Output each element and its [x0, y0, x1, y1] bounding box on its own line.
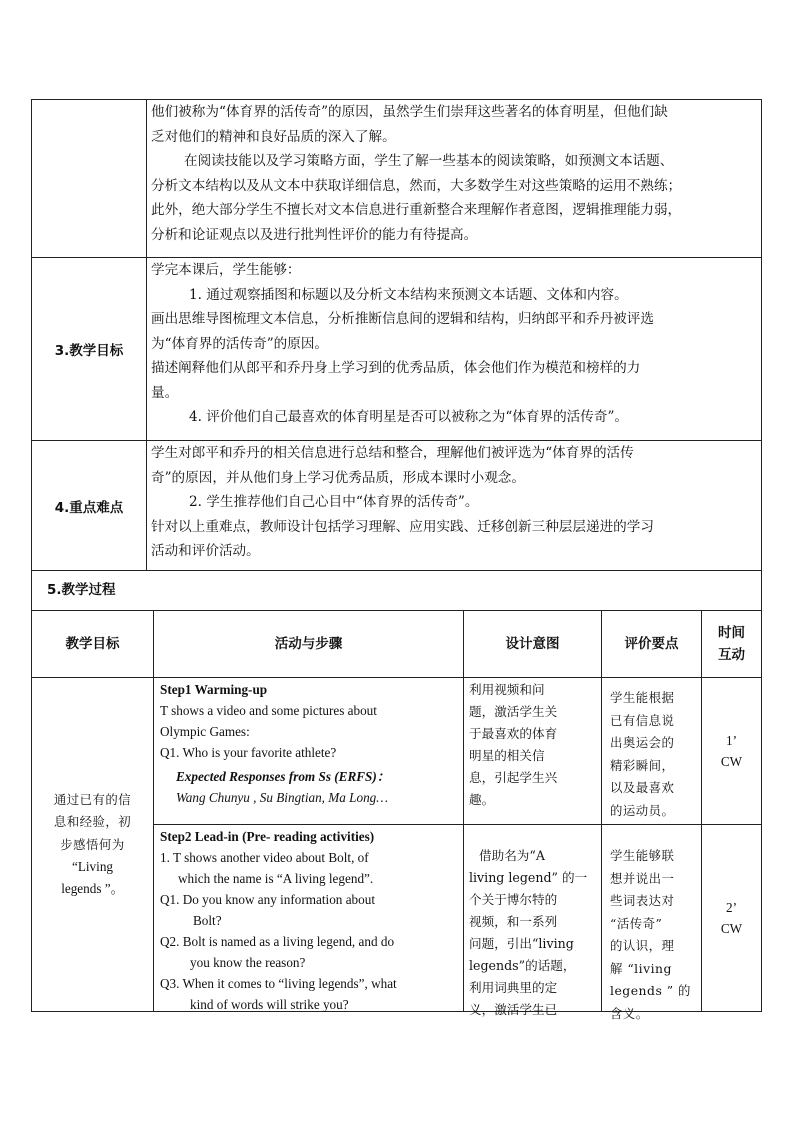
- mode-value: CW: [720, 921, 743, 936]
- text-line: Bolt?: [193, 913, 222, 928]
- text-line: 视频，和一系列: [469, 914, 558, 929]
- step-divider: [154, 824, 762, 825]
- text-line: 含义。: [610, 1005, 649, 1021]
- text-line: 题，激活学生关: [469, 704, 558, 719]
- text-line: 息，引起学生兴: [469, 770, 558, 785]
- text-line: 解 “living: [610, 960, 672, 976]
- text-line: 问题，引出“living: [469, 936, 574, 951]
- section-4-content: [151, 441, 759, 570]
- header-time: [702, 611, 761, 677]
- text-line: 精彩瞬间，: [610, 757, 675, 773]
- erfs-label: Expected Responses from Ss (ERFS)：: [176, 769, 390, 784]
- header-design: 设计意图: [505, 636, 560, 652]
- text-line: 借助名为“A: [479, 848, 545, 863]
- time-value: 1’: [726, 733, 737, 748]
- text-line: 为“体育界的活传奇”的原因。: [151, 335, 329, 352]
- text-line: 学生对郎平和乔丹的相关信息进行总结和整合，理解他们被评选为“体育界的活传: [151, 445, 634, 461]
- text-line: 以及最喜欢: [610, 780, 675, 795]
- text-line: 他们被称为“体育界的活传奇”的原因，虽然学生们崇拜这些著名的体育明星，但他们缺: [151, 104, 668, 120]
- text-line: 出奥运会的: [610, 735, 675, 750]
- text-line: 4. 评价他们自己最喜欢的体育明星是否可以被称之为“体育界的活传奇”。: [189, 409, 629, 425]
- text-line: 通过已有的信: [53, 791, 132, 807]
- text-line: 利用词典里的定: [469, 980, 558, 995]
- text-line: 描述阐释他们从郎平和乔丹身上学习到的优秀品质，体会他们作为模范和榜样的力: [151, 360, 641, 376]
- text-line: 已有信息说: [610, 712, 675, 728]
- text-line: T shows a video and some pictures about: [160, 703, 377, 718]
- text-line: 明星的相关信: [469, 748, 545, 763]
- text-line: 2. 学生推荐他们自己心目中“体育界的活传奇”。: [189, 494, 479, 510]
- table-border-right: [761, 99, 762, 1012]
- step2-title: Step2 Lead-in (Pre- reading activities): [160, 829, 375, 844]
- mode-value: CW: [720, 754, 743, 769]
- text-line: 息和经验，初: [53, 814, 132, 830]
- section-3-label: 3.教学目标: [54, 343, 124, 359]
- text-line: Q2. Bolt is named as a living legend, and do: [160, 934, 395, 949]
- step1-eval: [610, 687, 700, 823]
- text-line: kind of words will strike you?: [190, 997, 349, 1012]
- text-line: legends ” 的: [610, 983, 691, 998]
- step1-activity: [160, 679, 460, 823]
- text-line: 画出思维导图梳理文本信息，分析推断信息间的逻辑和结构，归纳郎平和乔丹被评选: [151, 311, 654, 327]
- step2-time: [702, 825, 761, 1011]
- text-line: 个关于博尔特的: [469, 892, 558, 907]
- text-line: legends ”。: [61, 881, 124, 897]
- text-line: 学生能够联: [610, 848, 675, 863]
- text-line: 利用视频和问: [469, 682, 545, 697]
- header-goal: 教学目标: [65, 636, 120, 652]
- text-line: 乏对他们的精神和良好品质的深入了解。: [151, 128, 396, 145]
- step1-title: Step1 Warming-up: [160, 682, 268, 697]
- text-line: 在阅读技能以及学习策略方面，学生了解一些基本的阅读策略，如预测文本话题、: [184, 153, 674, 169]
- text-line: 学完本课后，学生能够：: [151, 262, 301, 278]
- text-line: 义，激活学生已: [469, 1002, 558, 1017]
- header-time-line1: 时间: [718, 625, 745, 641]
- row-goal: [32, 678, 153, 1011]
- text-line: “Living: [71, 859, 114, 875]
- text-line: 于最喜欢的体育: [469, 726, 558, 741]
- section-3-content: [151, 258, 759, 440]
- text-line: 针对以上重难点，教师设计包括学习理解、应用实践、迁移创新三种层层递进的学习: [151, 518, 654, 535]
- text-line: Q1. Do you know any information about: [160, 892, 375, 907]
- text-line: living legend” 的一: [469, 870, 588, 885]
- text-line: “活传奇”: [610, 915, 663, 931]
- text-line: Olympic Games:: [160, 724, 250, 739]
- text-line: 此外，绝大部分学生不擅长对文本信息进行重新整合来理解作者意图，逻辑推理能力弱，: [151, 202, 682, 218]
- section-4-label: 4.重点难点: [54, 499, 124, 516]
- row-divider: [31, 570, 762, 571]
- header-time-line2: 互动: [718, 647, 745, 663]
- text-line: 分析文本结构以及从文本中获取详细信息，然而，大多数学生对这些策略的运用不熟练；: [151, 177, 682, 194]
- col-divider: [146, 99, 147, 571]
- text-line: Q1. Who is your favorite athlete?: [160, 745, 337, 760]
- time-value: 2’: [726, 900, 737, 915]
- text-line: 活动和评价活动。: [151, 543, 260, 559]
- step1-time: [702, 678, 761, 824]
- header-eval: 评价要点: [624, 636, 679, 652]
- section-5-title: 5.教学过程: [47, 582, 116, 598]
- step1-design: [469, 679, 599, 823]
- text-line: 趣。: [469, 792, 495, 807]
- text-line: legends”的话题，: [469, 958, 576, 973]
- text-line: 步感悟何为: [60, 836, 125, 852]
- text-line: 些词表达对: [610, 893, 675, 908]
- step2-design: [469, 845, 599, 1017]
- text-line: 量。: [151, 384, 179, 401]
- text-line: you know the reason?: [190, 955, 306, 970]
- text-line: 奇”的原因，并从他们身上学习优秀品质，形成本课时小观念。: [151, 469, 525, 486]
- step2-eval: [610, 845, 700, 1021]
- erfs-text: Wang Chunyu , Su Bingtian, Ma Long…: [176, 790, 388, 805]
- text-line: 的认识，理: [610, 938, 675, 953]
- text-line: 1. 通过观察插图和标题以及分析文本结构来预测文本话题、文体和内容。: [189, 286, 628, 303]
- text-line: 学生能根据: [610, 690, 675, 705]
- text-line: Q3. When it comes to “living legends”, what: [160, 976, 397, 991]
- situation-text: [151, 100, 759, 256]
- text-line: 想并说出一: [610, 870, 675, 886]
- header-activity: 活动与步骤: [274, 636, 343, 652]
- text-line: 的运动员。: [610, 802, 675, 818]
- text-line: 1. T shows another video about Bolt, of: [160, 850, 369, 865]
- step2-activity: [160, 826, 460, 1010]
- text-line: 分析和论证观点以及进行批判性评价的能力有待提高。: [151, 226, 478, 243]
- text-line: which the name is “A living legend”.: [178, 871, 374, 886]
